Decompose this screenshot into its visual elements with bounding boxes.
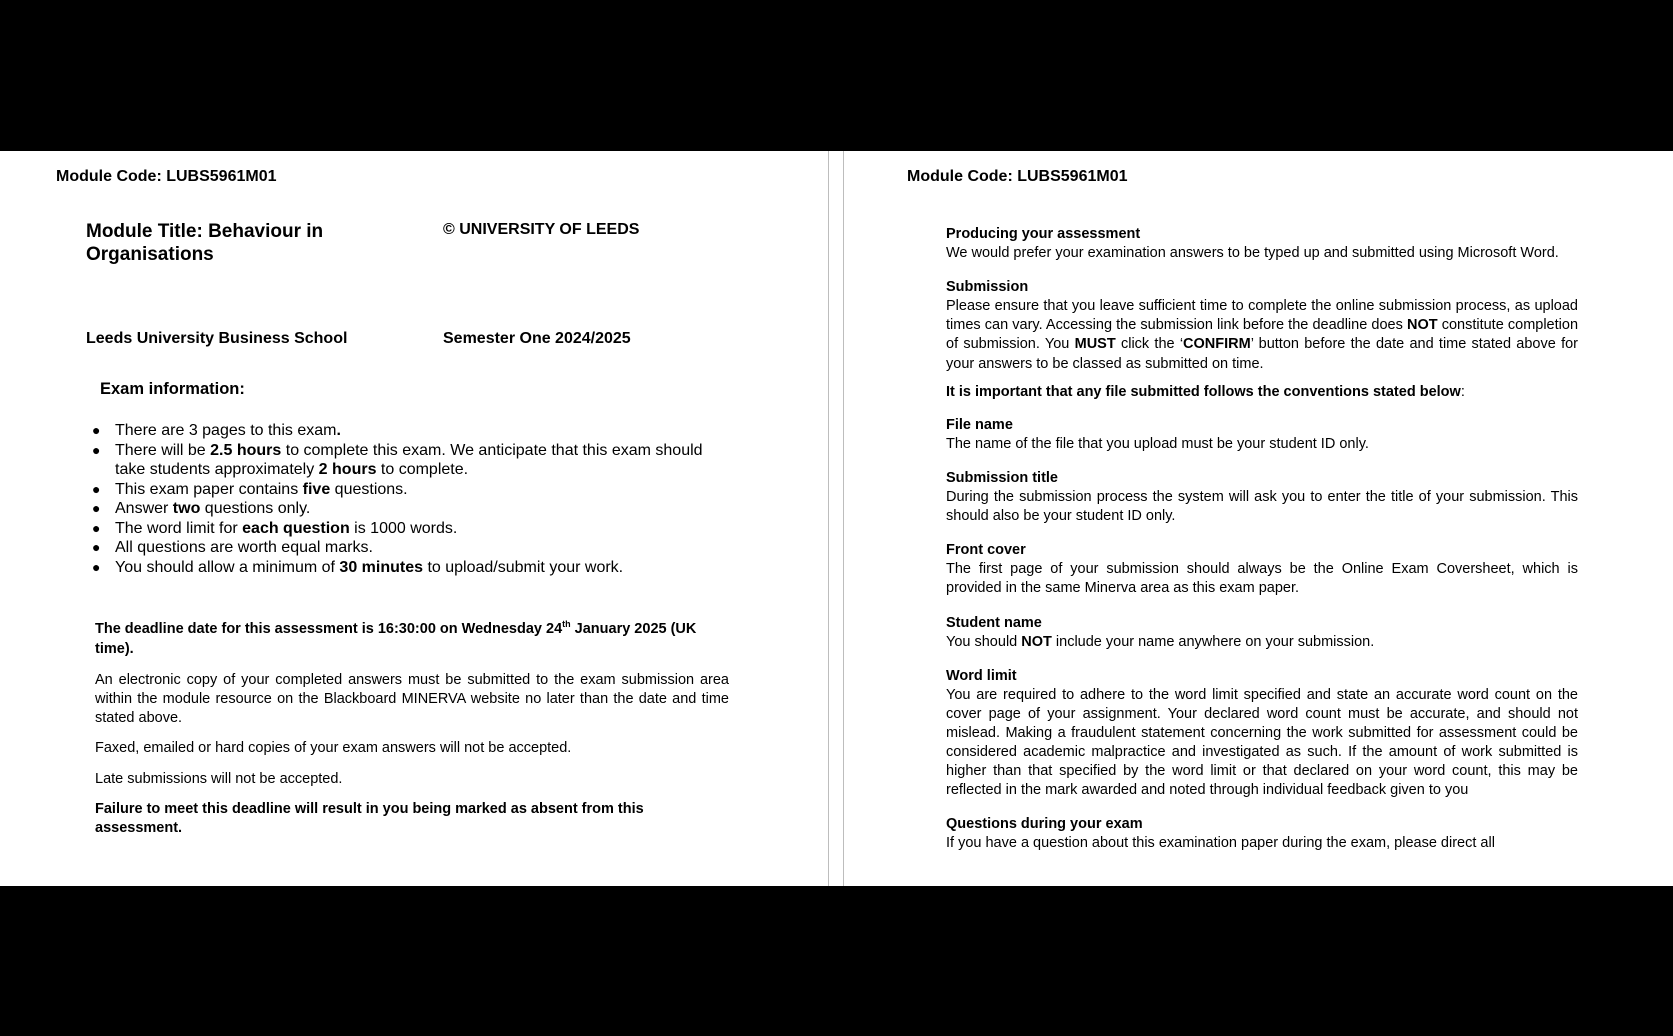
section-body: If you have a question about this examination paper during the exam, please direct all (946, 835, 1495, 852)
copyright: © UNIVERSITY OF LEEDS (443, 221, 640, 238)
bullet-icon: ● (92, 422, 101, 438)
bullet-text: Answer (115, 500, 173, 517)
bullet-text: All questions are worth equal marks. (115, 539, 373, 556)
submission-section (946, 278, 1578, 373)
semester: Semester One 2024/2025 (443, 330, 631, 347)
bullet-bold: five (302, 480, 331, 498)
questions-section (946, 815, 1578, 853)
bullet-text: You should allow a minimum of (115, 558, 340, 576)
section-body: We would prefer your examination answers to be typed up and submitted using Microsoft Word. (946, 245, 1559, 262)
module-title: Module Title: Behaviour in Organisations (86, 221, 324, 265)
list-item (88, 421, 728, 441)
word-limit-section (946, 667, 1578, 801)
exam-info-list (88, 421, 728, 577)
bullet-text: is 1000 words. (349, 519, 458, 537)
section-body: During the submission process the system will ask you to enter the title of your submission. This should also be your student ID only. (946, 489, 1578, 525)
bullet-bold: 30 minutes (339, 558, 424, 576)
section-body: You are required to adhere to the word limit specified and state an accurate word count on the cover page of your assignment. Your declared word count must be accurate, and should not mislead. Making a fraudulent statement concerning the work submitted for assessment could be considered academic malpractice and investigated as such. If the amount of work submitted is higher than that specified by the word limit or that declared on your word count, this may be reflected in the mark awarded and noted through individual feedback given to you (946, 686, 1578, 799)
bullet-text: This exam paper contains (115, 480, 303, 498)
body-bold: NOT (1021, 633, 1052, 650)
section-body: The name of the file that you upload must be your student ID only. (946, 435, 1369, 452)
section-body: The first page of your submission should always be the Online Exam Coversheet, which is provided in the same Minerva area as this exam paper. (946, 561, 1578, 597)
body-text: include your name anywhere on your submission. (1051, 633, 1375, 650)
body-text: Please ensure that you leave sufficient time to complete the online submission process, as upload times can vary. Accessing the submission link before the deadline does (946, 298, 1578, 334)
section-heading: Front cover (946, 542, 1026, 559)
section-body (946, 297, 1578, 373)
section-heading: Student name (946, 614, 1042, 631)
electronic-copy-paragraph: An electronic copy of your completed answers must be submitted to the exam submission area within the module resource on the Blackboard MINERVA website no later than the date and time stated above. (95, 672, 729, 727)
bullet-text: to complete this exam. We anticipate that this exam should take students approximately (115, 441, 703, 478)
section-heading: Word limit (946, 667, 1017, 684)
bullet-text: to upload/submit your work. (423, 558, 624, 576)
bullet-icon: ● (92, 441, 101, 458)
important-colon: : (1460, 383, 1465, 400)
list-item (88, 519, 728, 539)
body-bold: MUST (1074, 336, 1116, 353)
student-name-section (946, 614, 1578, 652)
module-code: Module Code: LUBS5961M01 (907, 168, 1128, 185)
deadline-statement (95, 620, 735, 659)
list-item (88, 480, 728, 500)
section-heading: Questions during your exam (946, 816, 1143, 833)
bullet-text: The word limit for (115, 519, 243, 537)
body-text: You should (946, 633, 1022, 650)
bullet-icon: ● (92, 480, 101, 497)
document-viewport (0, 151, 1673, 886)
section-heading: Submission (946, 279, 1029, 296)
bullet-bold: 2.5 hours (210, 441, 282, 459)
list-item (88, 499, 728, 519)
important-notice (946, 383, 1578, 402)
school-name: Leeds University Business School (86, 330, 348, 347)
exam-info-heading: Exam information: (100, 380, 245, 398)
section-heading: Producing your assessment (946, 226, 1141, 242)
body-bold: NOT (1406, 317, 1438, 334)
page-1 (0, 151, 828, 886)
list-item (88, 441, 728, 480)
file-name-section (946, 416, 1578, 454)
front-cover-section (946, 541, 1578, 598)
bullet-text: questions. (330, 480, 408, 498)
deadline-text: The deadline date for this assessment is 16:30:00 on Wednesday 24 (95, 621, 563, 637)
deadline-text: January 2025 (UK time). (95, 621, 697, 657)
body-text: click the ‘ (1115, 336, 1184, 353)
instructions (946, 225, 1578, 869)
bullet-bold: two (172, 500, 201, 517)
faxed-paragraph: Faxed, emailed or hard copies of your exam answers will not be accepted. (95, 740, 572, 756)
bullet-icon: ● (92, 558, 101, 575)
bullet-bold: . (336, 422, 341, 439)
late-paragraph: Late submissions will not be accepted. (95, 771, 343, 787)
important-text: It is important that any file submitted follows the conventions stated below (946, 383, 1461, 400)
body-bold: CONFIRM (1183, 336, 1251, 353)
bullet-text: to complete. (376, 461, 469, 478)
deadline-ordinal: th (562, 619, 571, 630)
producing-section (946, 225, 1578, 263)
bullet-bold: each question (242, 519, 350, 537)
bullet-bold: 2 hours (318, 461, 377, 478)
section-heading: Submission title (946, 469, 1058, 486)
bullet-icon: ● (92, 519, 101, 536)
failure-paragraph: Failure to meet this deadline will result in you being marked as absent from this assessment. (95, 801, 644, 837)
bullet-icon: ● (92, 500, 101, 516)
page-divider (828, 151, 844, 886)
section-body (946, 633, 1578, 652)
page-2 (844, 151, 1673, 886)
list-item (88, 558, 728, 578)
section-heading: File name (946, 416, 1013, 433)
body-text: constitute completion of submission. You (946, 317, 1579, 353)
bullet-text: There are 3 pages to this exam (115, 422, 337, 439)
bullet-text: questions only. (200, 500, 311, 517)
bullet-icon: ● (92, 539, 101, 555)
bullet-text: There will be (115, 441, 211, 459)
body-text: ’ button before the date and time stated above for your answers to be classed as submitted on time. (946, 336, 1578, 372)
list-item (88, 538, 728, 558)
module-code: Module Code: LUBS5961M01 (56, 168, 277, 185)
submission-title-section (946, 469, 1578, 526)
